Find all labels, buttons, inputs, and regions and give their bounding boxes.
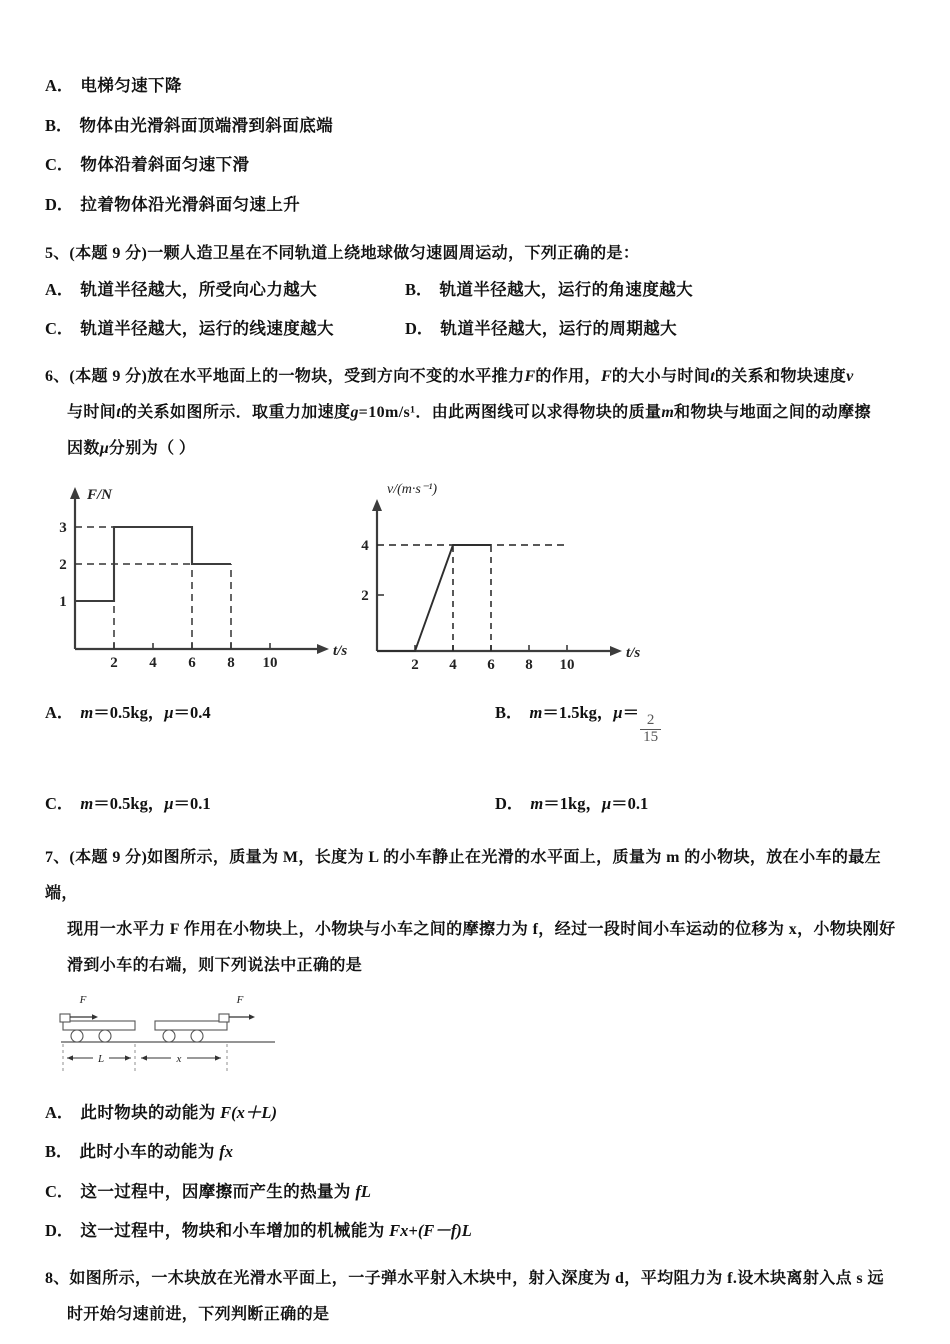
force-arrowhead-left: [92, 1014, 98, 1020]
option-label: D．: [45, 1221, 74, 1241]
stem-text: 如图所示，质量为 M，长度为 L 的小车静止在光滑的水平面上，质量为 m 的小物块，放在小车的最左端，: [45, 848, 882, 902]
x-tick-label: 2: [110, 655, 118, 671]
option-cell: [495, 699, 662, 746]
x-axis-label: t/s: [333, 643, 348, 659]
y-axis-arrow: [70, 487, 80, 499]
y-axis-label: v/(m·s⁻¹): [387, 482, 438, 497]
question-stem-text: 一颗人造卫星在不同轨道上绕地球做匀速圆周运动，下列正确的是：: [147, 245, 640, 262]
option-label: C．: [45, 793, 74, 813]
stem-text: 和物块与地面之间的动摩擦: [674, 404, 871, 421]
option-label: B．: [45, 115, 73, 135]
x-tick-label: 8: [227, 655, 235, 671]
option-text: 拉着物体沿光滑斜面匀速上升: [80, 194, 301, 214]
y-tick-label: 2: [59, 557, 67, 573]
cart-block-diagram: [47, 986, 279, 1076]
top-spacer: [45, 0, 905, 78]
option-text: 电梯匀速下降: [80, 76, 182, 95]
question-7-line-3: [45, 948, 905, 984]
symbol-t: t: [116, 404, 121, 421]
question-number: 6、: [45, 368, 70, 385]
option-text: ＝0.5kg，: [93, 793, 165, 813]
option-text: 轨道半径越大，运行的线速度越大: [80, 318, 334, 338]
question-7-figure: [47, 986, 905, 1081]
symbol-F: F: [524, 368, 536, 385]
option-label: D．: [495, 793, 524, 813]
fraction-denominator: 15: [640, 729, 661, 746]
option-cell: [45, 282, 405, 299]
x-axis-arrow: [610, 646, 622, 656]
option-label: C．: [45, 318, 74, 338]
option-label: B．: [495, 703, 523, 722]
stem-text: 分别为（ ）: [108, 440, 196, 457]
question-6-line-1: [45, 359, 905, 395]
question-6-figures: [45, 481, 905, 681]
x-tick-label: 4: [149, 655, 157, 671]
question-7-line-1: [45, 840, 905, 912]
stem-text: 如图所示，一木块放在光滑水平面上，一子弹水平射入木块中，射入深度为 d，平均阻力为 f.设木块离射入点 s 远: [69, 1269, 884, 1287]
x-tick-label: 8: [525, 657, 533, 673]
symbol-m: m: [80, 793, 94, 813]
option-row: [45, 1181, 905, 1201]
option-math: fL: [355, 1181, 371, 1201]
fraction-2-over-15: [640, 713, 661, 746]
cart-body-left: [63, 1021, 135, 1030]
option-text: 物体沿着斜面匀速下滑: [80, 155, 250, 174]
option-text: 这一过程中，物块和小车增加的机械能为: [80, 1221, 390, 1241]
stem-text: 的关系如图所示．取重力加速度: [120, 404, 351, 421]
stem-text: =10m/s¹．由此两图线可以求得物块的质量: [358, 404, 662, 421]
option-value: ＝0.1: [611, 793, 649, 813]
option-math: F(x＋L): [220, 1102, 277, 1122]
question-4-options: [45, 78, 905, 213]
stem-text: 时开始匀速前进，下列判断正确的是: [67, 1305, 330, 1323]
option-label: D．: [405, 318, 434, 338]
option-math: fx: [219, 1142, 233, 1162]
y-tick-label: 4: [361, 538, 369, 554]
option-text: 此时小车的动能为: [79, 1142, 220, 1162]
stem-text: 滑到小车的右端，则下列说法中正确的是: [67, 956, 363, 974]
option-cell: [45, 318, 405, 338]
stem-text: 放在水平地面上的一物块，受到方向不变的水平推力: [147, 368, 525, 385]
question-number: 7、: [45, 848, 70, 866]
dim-arrowhead: [141, 1055, 147, 1060]
symbol-mu: μ: [164, 703, 174, 722]
option-row: [45, 1223, 905, 1240]
option-text: ＝1kg，: [543, 793, 602, 813]
symbol-m: m: [80, 703, 94, 722]
stem-text: 因数: [67, 440, 100, 457]
symbol-mu: μ: [164, 793, 174, 813]
question-number: 8、: [45, 1269, 70, 1287]
wheel: [191, 1030, 203, 1042]
option-text: 轨道半径越大，所受向心力越大: [80, 280, 318, 299]
force-label-left: F: [79, 993, 87, 1006]
x-tick-label: 2: [411, 657, 419, 673]
option-row: [45, 1102, 905, 1122]
option-cell: [45, 790, 495, 814]
option-row: [45, 115, 905, 135]
symbol-t: t: [710, 368, 715, 385]
option-value: ＝0.1: [173, 793, 211, 813]
y-axis-arrow: [372, 499, 382, 511]
force-label-right: F: [236, 993, 244, 1006]
question-7: [45, 840, 905, 1240]
option-label: C．: [45, 1181, 74, 1201]
option-label: B．: [45, 1142, 73, 1162]
force-arrowhead-right: [249, 1014, 255, 1020]
option-text: 这一过程中，因摩擦而产生的热量为: [80, 1181, 356, 1201]
symbol-m: m: [530, 793, 544, 813]
question-6-option-row-2: [45, 790, 905, 814]
option-row: [45, 78, 905, 95]
option-text: ＝0.5kg，: [93, 703, 165, 722]
option-math: Fx+(F－f)L: [389, 1221, 472, 1241]
option-label: A．: [45, 280, 74, 299]
question-7-line-2: [45, 912, 905, 948]
x-axis-label: t/s: [626, 645, 641, 661]
block-left: [60, 1014, 70, 1022]
option-text: 轨道半径越大，运行的角速度越大: [439, 280, 694, 299]
stem-text: 与时间: [67, 404, 117, 421]
question-score: (本题 9 分): [69, 245, 148, 262]
symbol-mu: μ: [601, 793, 612, 813]
wheel: [71, 1030, 83, 1042]
stem-text: 现用一水平力 F 作用在小物块上，小物块与小车之间的摩擦力为 f，经过一段时间小车运动的位移为 x，小物块刚好: [67, 920, 896, 938]
cart-body-right: [155, 1021, 227, 1030]
question-8: [45, 1261, 905, 1333]
symbol-mu: μ: [613, 703, 623, 722]
x-axis-arrow: [317, 644, 329, 654]
stem-text: 的大小与时间: [611, 368, 711, 385]
dim-arrowhead: [67, 1055, 73, 1060]
wheel: [99, 1030, 111, 1042]
dim-arrowhead: [215, 1055, 221, 1060]
y-axis-label: F/N: [87, 487, 113, 503]
dim-arrowhead: [125, 1055, 131, 1060]
symbol-F: F: [600, 368, 612, 385]
option-text: 此时物块的动能为: [80, 1102, 221, 1122]
option-cell: [495, 790, 648, 814]
question-5-option-row-2: [45, 318, 905, 338]
force-time-chart: [55, 481, 355, 671]
question-6: [45, 359, 905, 814]
symbol-m: m: [529, 703, 543, 722]
dim-label-x: x: [176, 1052, 182, 1065]
y-tick-label: 2: [361, 588, 369, 604]
block-right: [219, 1014, 229, 1022]
option-label: A．: [45, 76, 74, 95]
wheel: [163, 1030, 175, 1042]
data-series-velocity: [377, 545, 491, 651]
question-6-line-2: [45, 395, 905, 431]
question-number: 5、: [45, 245, 70, 262]
x-tick-label: 10: [262, 655, 278, 671]
stem-text: 的关系和物块速度: [714, 368, 847, 385]
option-text: 物体由光滑斜面顶端滑到斜面底端: [79, 115, 334, 135]
option-label: C．: [45, 155, 74, 174]
option-row: [45, 194, 905, 214]
option-cell: [45, 699, 495, 746]
option-text: 轨道半径越大，运行的周期越大: [440, 318, 678, 338]
option-label: A．: [45, 1102, 74, 1122]
question-6-line-3: [45, 431, 905, 467]
option-value: ＝: [622, 703, 640, 722]
symbol-v: v: [846, 368, 854, 385]
question-8-line-1: [45, 1261, 905, 1297]
question-5-stem: [45, 236, 905, 272]
question-8-line-2: [45, 1297, 905, 1333]
option-row: [45, 1144, 905, 1161]
question-5: [45, 236, 905, 337]
option-label: D．: [45, 194, 74, 214]
question-7-options: [45, 1102, 905, 1241]
option-text: ＝1.5kg，: [542, 703, 614, 722]
fraction-numerator: 2: [646, 712, 655, 729]
symbol-mu: μ: [99, 440, 109, 457]
y-tick-label: 3: [59, 520, 67, 536]
option-row: [45, 157, 905, 174]
option-cell: [405, 282, 905, 299]
symbol-g: g: [350, 404, 359, 421]
stem-text: 的作用，: [535, 368, 601, 385]
dim-label-L: L: [97, 1052, 105, 1065]
question-5-option-row-1: [45, 282, 905, 299]
question-score: (本题 9 分): [69, 368, 148, 385]
question-6-option-row-1: [45, 699, 905, 746]
option-label: B．: [405, 280, 433, 299]
option-value: ＝0.4: [173, 703, 211, 722]
x-tick-label: 4: [449, 657, 457, 673]
option-label: A．: [45, 703, 74, 722]
x-tick-label: 6: [487, 657, 495, 673]
x-tick-label: 6: [188, 655, 196, 671]
x-tick-label: 10: [559, 657, 575, 673]
question-score: (本题 9 分): [69, 848, 148, 866]
y-tick-label: 1: [59, 594, 67, 610]
velocity-time-chart: [355, 473, 665, 673]
symbol-m: m: [661, 404, 675, 421]
option-cell: [405, 318, 905, 338]
